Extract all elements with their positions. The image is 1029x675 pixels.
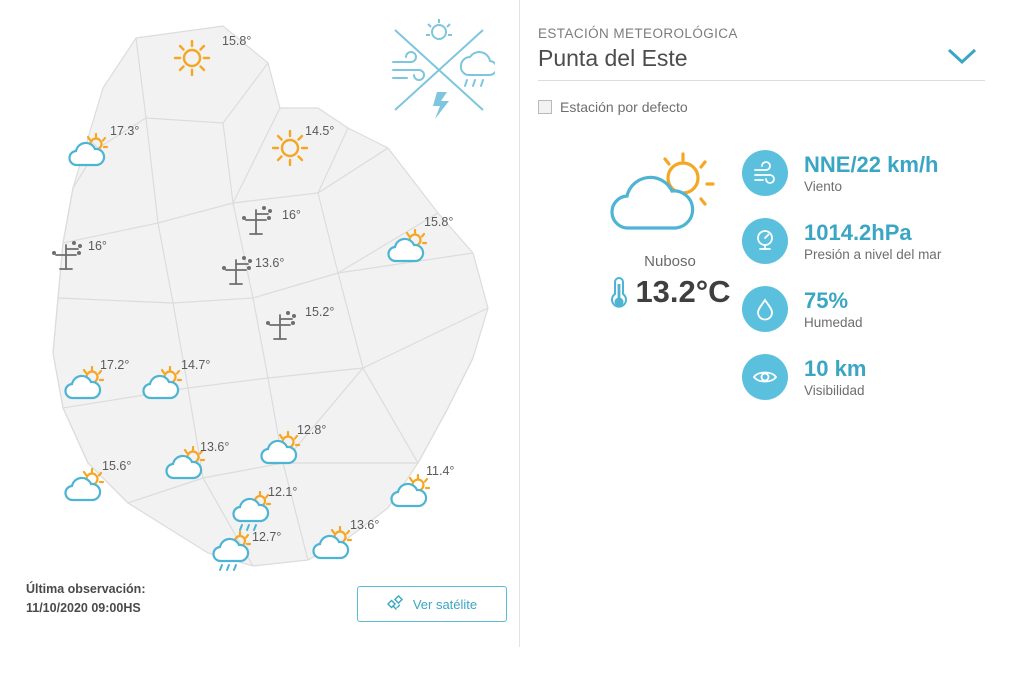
wind-icon (742, 150, 788, 196)
sun-behind-cloud-icon (595, 150, 745, 242)
map-station-temperature: 12.1° (268, 485, 298, 499)
metric-humidity (742, 286, 1022, 332)
metric-humidity-value: 75% (804, 287, 849, 313)
map-station-temperature: 12.7° (252, 530, 282, 544)
metric-wind (742, 150, 1022, 196)
map-station-temperature: 14.7° (181, 358, 211, 372)
default-station-checkbox[interactable] (538, 100, 552, 114)
map-station-temperature: 11.4° (426, 464, 455, 478)
map-station-temperature: 15.8° (222, 34, 252, 48)
map-station-icon-cloud[interactable] (62, 467, 108, 512)
last-observation (26, 580, 145, 618)
map-station-temperature: 16° (88, 239, 107, 253)
view-satellite-label: Ver satélite (412, 596, 478, 612)
metric-visibility (742, 354, 1022, 400)
view-satellite-button[interactable] (357, 586, 507, 622)
metric-pressure-value: 1014.2hPa (804, 219, 912, 245)
metric-visibility-value: 10 km (804, 355, 867, 381)
station-info-panel (520, 0, 1029, 675)
last-observation-label: Última observación: (26, 582, 146, 596)
weather-compass-icon (385, 18, 495, 123)
eye-icon (742, 354, 788, 400)
last-observation-value: 11/10/2020 09:00HS (26, 601, 141, 615)
map-station-icon-station[interactable] (48, 235, 88, 280)
metric-visibility-name: Visibilidad (804, 382, 865, 398)
metric-humidity-name: Humedad (804, 314, 863, 330)
map-station-temperature: 15.6° (102, 459, 132, 473)
map-station-temperature: 12.8° (297, 423, 327, 437)
condition-text: Nuboso (644, 253, 696, 270)
map-station-icon-cloud[interactable] (66, 132, 112, 177)
station-section-label: ESTACIÓN METEOROLÓGICA (538, 26, 738, 41)
droplet-icon (742, 286, 788, 332)
bottom-strip (0, 647, 1029, 675)
map-station-temperature: 15.8° (424, 215, 454, 229)
thermometer-icon (609, 272, 629, 312)
map-station-icon-cloud[interactable] (140, 365, 186, 410)
station-name: Punta del Este (538, 45, 688, 71)
chevron-down-icon[interactable] (939, 46, 985, 71)
map-station-icon-station[interactable] (238, 200, 278, 245)
map-station-icon-cloud[interactable] (385, 228, 431, 273)
map-station-icon-cloud[interactable] (388, 473, 434, 518)
map-station-temperature: 16° (282, 208, 301, 222)
map-station-temperature: 13.6° (350, 518, 380, 532)
station-selector[interactable] (538, 45, 985, 81)
metric-pressure-name: Presión a nivel del mar (804, 246, 942, 262)
map-station-temperature: 13.6° (255, 256, 285, 270)
map-station-icon-station[interactable] (262, 305, 302, 350)
barometer-icon (742, 218, 788, 264)
metric-wind-name: Viento (804, 178, 843, 194)
map-station-icon-station[interactable] (218, 250, 258, 295)
map-station-temperature: 13.6° (200, 440, 230, 454)
map-station-temperature: 17.3° (110, 124, 140, 138)
default-station-row[interactable] (538, 99, 999, 115)
map-station-temperature: 14.5° (305, 124, 335, 138)
metric-pressure (742, 218, 1022, 264)
map-station-icon-sun[interactable] (170, 38, 214, 83)
map-station-icon-rain[interactable] (208, 530, 254, 579)
satellite-icon (387, 595, 405, 613)
temperature-value: 13.2°C (635, 274, 731, 309)
map-station-temperature: 15.2° (305, 305, 335, 319)
default-station-label: Estación por defecto (560, 99, 688, 115)
metric-wind-value: NNE/22 km/h (804, 151, 939, 177)
map-station-temperature: 17.2° (100, 358, 130, 372)
metrics-list (742, 150, 1022, 422)
